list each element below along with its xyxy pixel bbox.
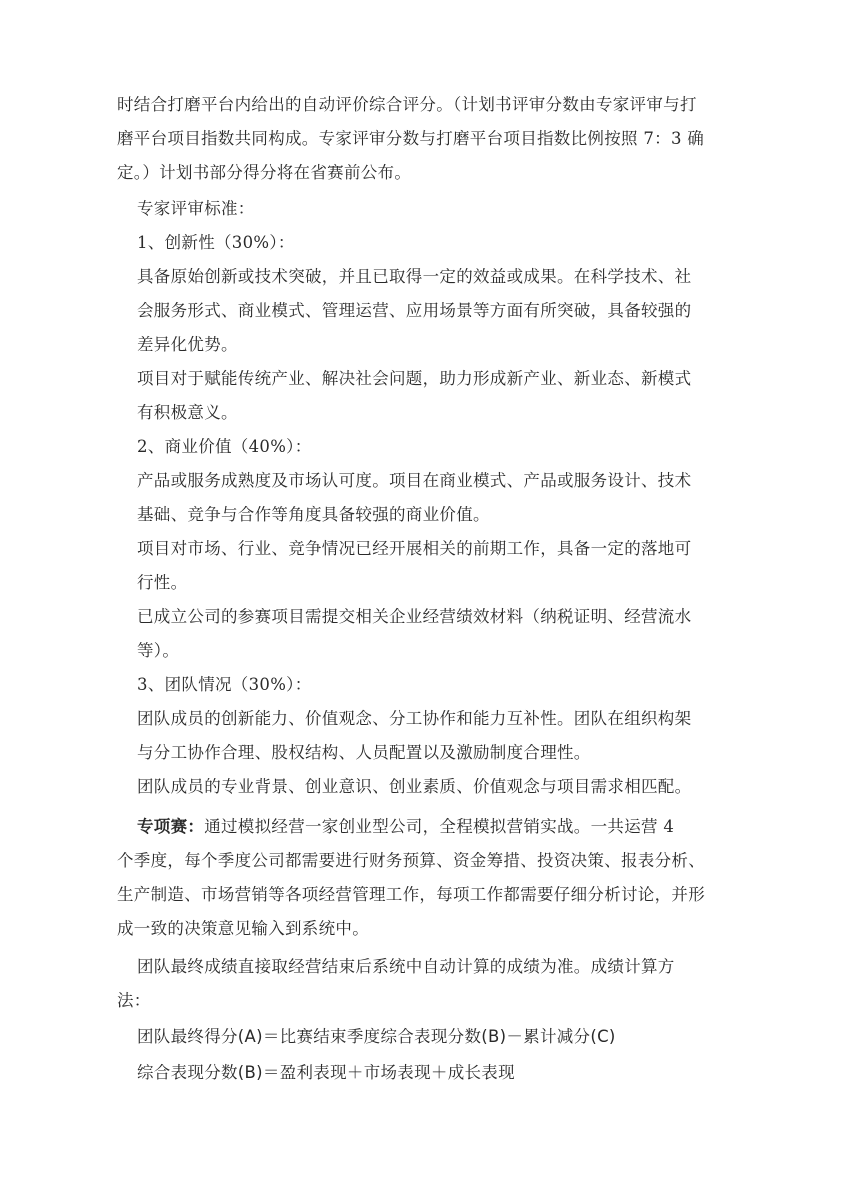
commercial-p3-line1: 已成立公司的参赛项目需提交相关企业经营绩效材料（纳税证明、经营流水 [137, 607, 692, 626]
intro-line-2: 磨平台项目指数共同构成。专家评审分数与打磨平台项目指数比例按照 7：3 确 [117, 129, 705, 148]
special-line-4: 成一致的决策意见输入到系统中。 [117, 919, 369, 938]
intro-line-1: 时结合打磨平台内给出的自动评价综合评分。（计划书评审分数由专家评审与打 [117, 95, 697, 114]
formula-composite-score: 综合表现分数(B)＝盈利表现＋市场表现＋成长表现 [137, 1063, 515, 1082]
team-p1-line2: 与分工协作合理、股权结构、人员配置以及激励制度合理性。 [137, 743, 591, 762]
special-line-1 [137, 816, 674, 838]
innovation-p2-line1: 项目对于赋能传统产业、解决社会问题，助力形成新产业、新业态、新模式 [137, 369, 692, 388]
team-p1-line1: 团队成员的创新能力、价值观念、分工协作和能力互补性。团队在组织构架 [137, 709, 692, 728]
innovation-p2-line2: 有积极意义。 [137, 403, 238, 422]
commercial-p2-line2: 行性。 [137, 573, 188, 592]
team-title: 3、团队情况（30%）： [137, 675, 312, 694]
innovation-title: 1、创新性（30%）： [137, 233, 295, 252]
commercial-title: 2、商业价值（40%）： [137, 437, 312, 456]
special-line-2: 个季度，每个季度公司都需要进行财务预算、资金筹措、投资决策、报表分析、 [117, 851, 705, 870]
innovation-p1-line3: 差异化优势。 [137, 335, 238, 354]
team-p2-line1: 团队成员的专业背景、创业意识、创业素质、价值观念与项目需求相匹配。 [137, 777, 692, 796]
commercial-p2-line1: 项目对市场、行业、竞争情况已经开展相关的前期工作，具备一定的落地可 [137, 539, 692, 558]
commercial-p1-line2: 基础、竞争与合作等角度具备较强的商业价值。 [137, 505, 490, 524]
commercial-p1-line1: 产品或服务成熟度及市场认可度。项目在商业模式、产品或服务设计、技术 [137, 471, 692, 490]
scoring-line-1: 团队最终成绩直接取经营结束后系统中自动计算的成绩为准。成绩计算方 [137, 957, 675, 976]
special-line-1-text: 通过模拟经营一家创业型公司，全程模拟营销实战。一共运营 4 [204, 817, 675, 836]
formula-final-score: 团队最终得分(A)＝比赛结束季度综合表现分数(B)－累计减分(C) [137, 1027, 616, 1046]
commercial-p3-line2: 等）。 [137, 641, 180, 660]
innovation-p1-line2: 会服务形式、商业模式、管理运营、应用场景等方面有所突破，具备较强的 [137, 301, 692, 320]
special-line-3: 生产制造、市场营销等各项经营管理工作，每项工作都需要仔细分析讨论，并形 [117, 885, 705, 904]
special-label: 专项赛： [137, 817, 205, 836]
standards-heading: 专家评审标准： [137, 199, 255, 218]
intro-line-3: 定。）计划书部分得分将在省赛前公布。 [117, 163, 412, 182]
innovation-p1-line1: 具备原始创新或技术突破，并且已取得一定的效益或成果。在科学技术、社 [137, 267, 692, 286]
scoring-line-2: 法： [117, 991, 151, 1010]
